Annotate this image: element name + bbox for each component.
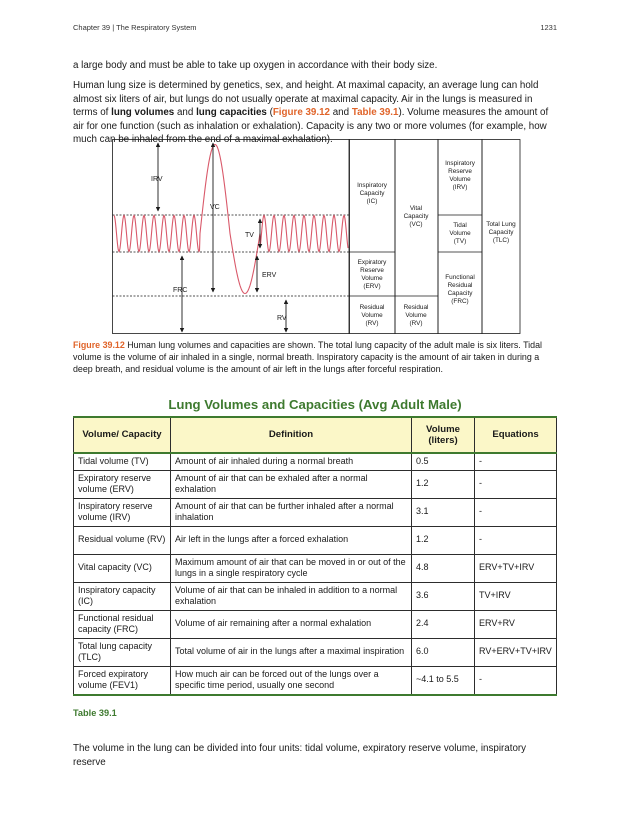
row-name-cell: Inspiratory reserve volume (IRV) xyxy=(74,498,171,526)
figure-link[interactable]: Figure 39.12 xyxy=(272,107,331,119)
tv-label: TV xyxy=(245,232,254,239)
col1-ic-label: Inspiratory Capacity (IC) xyxy=(357,182,387,205)
col-header-volume-capacity: Volume/ Capacity xyxy=(74,417,171,453)
row-equation-cell: - xyxy=(475,470,557,498)
table-row xyxy=(74,526,557,554)
row-definition-cell: How much air can be forced out of the lungs over a specific time period, usually one second xyxy=(171,666,412,695)
text-run: and xyxy=(330,107,352,119)
running-header xyxy=(73,23,557,35)
row-name-cell: Expiratory reserve volume (ERV) xyxy=(74,470,171,498)
row-equation-cell: RV+ERV+TV+IRV xyxy=(475,638,557,666)
row-volume-cell: 0.5 xyxy=(412,453,475,470)
col2-vc-label: Vital Capacity (VC) xyxy=(403,205,429,228)
row-definition-cell: Amount of air that can be exhaled after a normal exhalation xyxy=(171,470,412,498)
irv-label: IRV xyxy=(151,176,163,183)
table-row xyxy=(74,554,557,582)
row-name-cell: Inspiratory capacity (IC) xyxy=(74,582,171,610)
row-volume-cell: ~4.1 to 5.5 xyxy=(412,666,475,695)
term-lung-volumes: lung volumes xyxy=(111,107,175,119)
row-volume-cell: 3.6 xyxy=(412,582,475,610)
lung-size-paragraph xyxy=(73,79,557,147)
row-name-cell: Total lung capacity (TLC) xyxy=(74,638,171,666)
table-row xyxy=(74,498,557,526)
row-volume-cell: 3.1 xyxy=(412,498,475,526)
row-definition-cell: Total volume of air in the lungs after a maximal inspiration xyxy=(171,638,412,666)
row-equation-cell: - xyxy=(475,526,557,554)
rv-label: RV xyxy=(277,315,287,322)
col3-irv-label: Inspiratory Reserve Volume (IRV) xyxy=(445,160,475,191)
row-volume-cell: 2.4 xyxy=(412,610,475,638)
table-header-row xyxy=(74,417,557,453)
breathing-trace xyxy=(114,145,348,294)
row-equation-cell: - xyxy=(475,453,557,470)
row-volume-cell: 4.8 xyxy=(412,554,475,582)
row-definition-cell: Amount of air that can be further inhaled after a normal inhalation xyxy=(171,498,412,526)
col3-tv-label: Tidal Volume (TV) xyxy=(449,222,471,245)
volume-labels xyxy=(357,160,516,327)
lung-volumes-table xyxy=(73,416,557,696)
row-definition-cell: Amount of air inhaled during a normal breath xyxy=(171,453,412,470)
row-name-cell: Functional residual capacity (FRC) xyxy=(74,610,171,638)
volume-units-paragraph: The volume in the lung can be divided into four units: tidal volume, expiratory reserve volume, inspiratory reserve xyxy=(73,743,527,768)
row-name-cell: Vital capacity (VC) xyxy=(74,554,171,582)
text-run: ). Volume measures the amount of air for one function (such as inhalation or exhalation). Capacity is any two or more volumes (for example, how much can be inhaled from the end of a maximal exhalation). xyxy=(73,107,549,146)
caption-label: Figure 39.12 xyxy=(73,340,125,350)
row-equation-cell: - xyxy=(475,666,557,695)
row-name-cell: Tidal volume (TV) xyxy=(74,453,171,470)
row-equation-cell: - xyxy=(475,498,557,526)
table-row xyxy=(74,610,557,638)
col2-rv-label: Residual Volume (RV) xyxy=(403,304,429,327)
figure-caption xyxy=(73,339,557,375)
col-header-volume-liters: Volume (liters) xyxy=(412,417,475,453)
row-equation-cell: ERV+TV+IRV xyxy=(475,554,557,582)
text-run: and xyxy=(174,107,197,119)
row-definition-cell: Volume of air remaining after a normal exhalation xyxy=(171,610,412,638)
row-equation-cell: ERV+RV xyxy=(475,610,557,638)
row-equation-cell: TV+IRV xyxy=(475,582,557,610)
table-title: Lung Volumes and Capacities (Avg Adult Male) xyxy=(168,397,462,412)
caption-text: Human lung volumes and capacities are shown. The total lung capacity of the adult male is six liters. Tidal volume is the volume of air inhaled in a single, normal breath. Inspiratory capacity is the amount of air taken in during a deep breath, and residual volume is the amount of air left in the lungs after forceful respiration. xyxy=(73,340,542,374)
table-label: Table 39.1 xyxy=(73,708,117,718)
table-row xyxy=(74,453,557,470)
row-definition-cell: Volume of air that can be inhaled in addition to a normal exhalation xyxy=(171,582,412,610)
row-volume-cell: 1.2 xyxy=(412,526,475,554)
lung-volumes-figure xyxy=(112,139,521,334)
vc-label: VC xyxy=(210,204,220,211)
frc-label: FRC xyxy=(173,287,188,294)
chapter-title: Chapter 39 | The Respiratory System xyxy=(73,23,197,32)
col3-frc-label: Functional Residual Capacity (FRC) xyxy=(445,274,475,305)
text-run: ( xyxy=(266,107,273,119)
col4-tlc-label: Total Lung Capacity (TLC) xyxy=(486,221,516,244)
page-number: 1231 xyxy=(540,23,557,32)
row-definition-cell: Air left in the lungs after a forced exhalation xyxy=(171,526,412,554)
trace-labels xyxy=(151,176,287,322)
table-row xyxy=(74,666,557,695)
intro-paragraph: a large body and must be able to take up oxygen in accordance with their body size. xyxy=(73,60,438,71)
table-row xyxy=(74,470,557,498)
col-header-definition: Definition xyxy=(171,417,412,453)
row-name-cell: Forced expiratory volume (FEV1) xyxy=(74,666,171,695)
row-name-cell: Residual volume (RV) xyxy=(74,526,171,554)
table-row xyxy=(74,638,557,666)
erv-label: ERV xyxy=(262,272,277,279)
table-link[interactable]: Table 39.1 xyxy=(351,107,399,119)
row-volume-cell: 1.2 xyxy=(412,470,475,498)
term-lung-capacities: lung capacities xyxy=(196,107,267,119)
col1-rv-label: Residual Volume (RV) xyxy=(359,304,385,327)
text-run: Human lung size is determined by genetics, sex, and height. At maximal capacity, an average lung can hold almost six liters of air, but lungs do not usually operate at maximal capacity. Air in the lungs is measured in terms of xyxy=(73,80,539,119)
col1-erv-label: Expiratory Reserve Volume (ERV) xyxy=(357,259,387,290)
row-definition-cell: Maximum amount of air that can be moved in or out of the lungs in a single respiratory cycle xyxy=(171,554,412,582)
col-header-equations: Equations xyxy=(475,417,557,453)
table-row xyxy=(74,582,557,610)
row-volume-cell: 6.0 xyxy=(412,638,475,666)
